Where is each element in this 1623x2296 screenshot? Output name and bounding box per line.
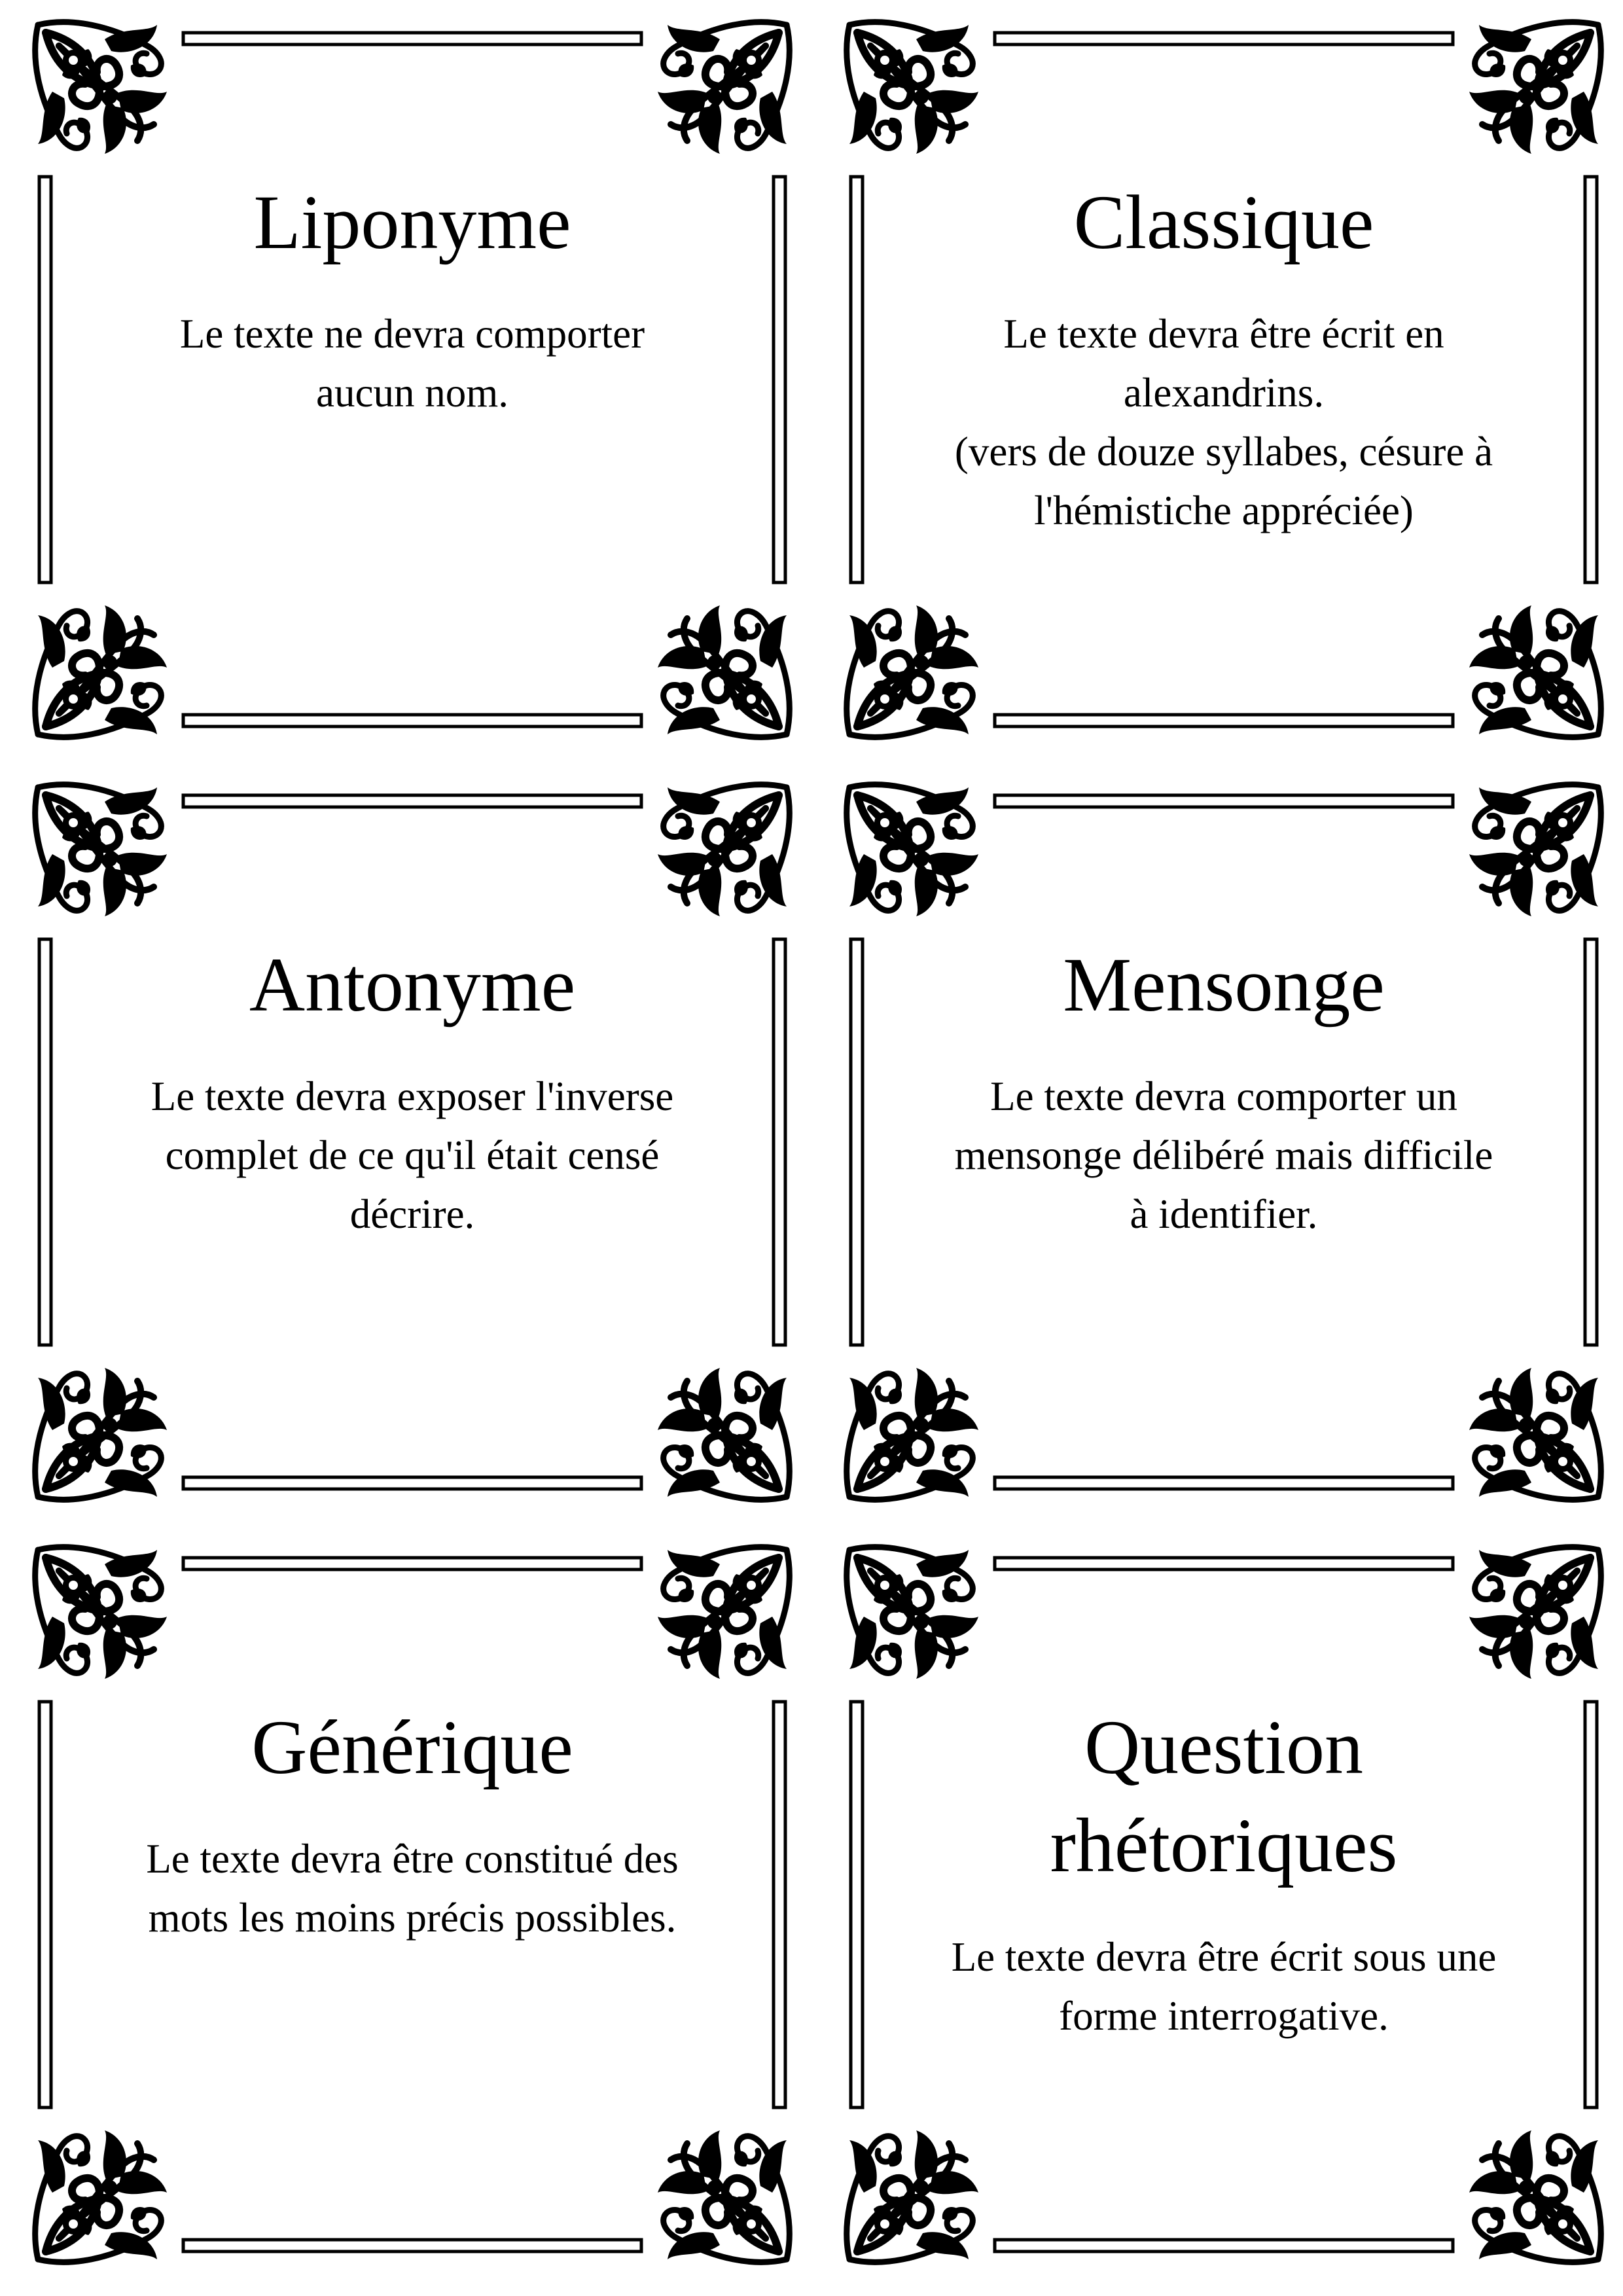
card-antonyme [29, 779, 795, 1505]
title-line: Question [1084, 1704, 1364, 1790]
ornate-corner-flourish-icon [35, 22, 167, 154]
ornate-corner-flourish-icon [847, 1547, 978, 1679]
ornate-corner-flourish-icon [658, 1368, 789, 1499]
ornate-corner-flourish-icon [35, 1368, 167, 1499]
card-rule [95, 1067, 730, 1244]
rule-line: mensonge délibéré mais difficile [954, 1132, 1493, 1178]
rule-line: décrire. [349, 1191, 475, 1237]
card-title: Mensonge [1063, 942, 1385, 1028]
ornate-corner-flourish-icon [658, 1547, 789, 1679]
card-title: Liponyme [253, 179, 571, 265]
ornate-corner-flourish-icon [35, 2130, 167, 2262]
card-generique [29, 1541, 795, 2268]
card-liponyme [29, 16, 795, 743]
card-content [95, 936, 730, 1244]
card-title: Classique [1073, 179, 1374, 265]
card-classique [841, 16, 1607, 743]
card-rule [906, 1067, 1541, 1244]
card-title: Antonyme [249, 942, 576, 1028]
card-content [95, 1698, 730, 1947]
ornate-corner-flourish-icon [1469, 785, 1601, 916]
ornate-corner-flourish-icon [1469, 22, 1601, 154]
card-content [906, 1698, 1541, 2045]
rule-line: Le texte devra être constitué des [146, 1836, 679, 1882]
ornate-corner-flourish-icon [658, 785, 789, 916]
rule-line: l'hémistiche appréciée) [1034, 488, 1414, 533]
rule-line: Le texte devra exposer l'inverse [151, 1073, 674, 1119]
rule-line: Le texte devra être écrit sous une [951, 1934, 1497, 1980]
rule-line: aucun nom. [316, 370, 508, 416]
ornate-corner-flourish-icon [1469, 605, 1601, 737]
card-title: Générique [251, 1704, 573, 1790]
ornate-corner-flourish-icon [658, 605, 789, 737]
ornate-corner-flourish-icon [658, 2130, 789, 2262]
ornate-corner-flourish-icon [1469, 1547, 1601, 1679]
ornate-corner-flourish-icon [35, 785, 167, 916]
rule-line: mots les moins précis possibles. [148, 1895, 677, 1941]
ornate-corner-flourish-icon [35, 1547, 167, 1679]
card-content [906, 173, 1541, 540]
card-rule [906, 304, 1541, 540]
rule-line: Le texte ne devra comporter [179, 311, 645, 357]
rule-line: forme interrogative. [1059, 1993, 1389, 2039]
card-rule [906, 1928, 1541, 2045]
card-content [906, 936, 1541, 1244]
ornate-corner-flourish-icon [1469, 1368, 1601, 1499]
ornate-corner-flourish-icon [847, 785, 978, 916]
ornate-corner-flourish-icon [847, 1368, 978, 1499]
card-content [95, 173, 730, 422]
rule-line: alexandrins. [1123, 370, 1325, 416]
card-title [906, 1698, 1541, 1895]
ornate-corner-flourish-icon [1469, 2130, 1601, 2262]
ornate-corner-flourish-icon [847, 22, 978, 154]
rule-line: complet de ce qu'il était censé [165, 1132, 660, 1178]
card-question-rhetoriques [841, 1541, 1607, 2268]
rule-line: Le texte devra être écrit en [1003, 311, 1444, 357]
ornate-corner-flourish-icon [35, 605, 167, 737]
card-rule [95, 304, 730, 422]
ornate-corner-flourish-icon [847, 2130, 978, 2262]
rule-line: Le texte devra comporter un [990, 1073, 1457, 1119]
card-rule [95, 1829, 730, 1947]
ornate-corner-flourish-icon [847, 605, 978, 737]
card-mensonge [841, 779, 1607, 1505]
rule-line: (vers de douze syllabes, césure à [954, 429, 1493, 475]
ornate-corner-flourish-icon [658, 22, 789, 154]
title-line: rhétoriques [1050, 1803, 1398, 1888]
rule-line: à identifier. [1130, 1191, 1318, 1237]
